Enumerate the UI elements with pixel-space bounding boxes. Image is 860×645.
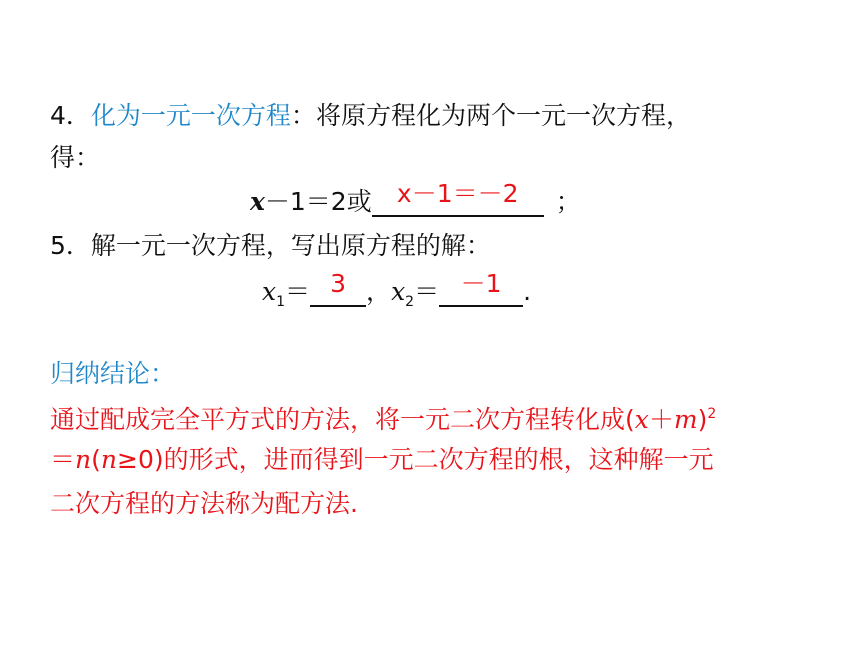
eq1-answer: x－1＝－2 — [396, 179, 519, 208]
line2-n2: n — [100, 445, 117, 474]
equation-2 — [262, 269, 532, 318]
x1-eq: ＝ — [285, 277, 311, 306]
line2-n: n — [75, 445, 92, 474]
step5-line — [50, 230, 491, 262]
conclusion-text-1: 通过配成完全平方式的方法，将一元二次方程转化成 — [50, 405, 626, 434]
math-close: ) — [697, 405, 708, 434]
conclusion-line-2 — [50, 444, 714, 476]
line2-geq: ≥0 — [117, 445, 154, 474]
math-plus: ＋ — [648, 405, 674, 434]
step5-text: 解一元一次方程，写出原方程的解： — [90, 231, 491, 260]
x2-eq: ＝ — [414, 277, 440, 306]
step4-colon: ： — [290, 101, 316, 130]
math-m: m — [673, 405, 698, 434]
x1-var: x — [262, 277, 277, 306]
eq1-end: ； — [555, 187, 581, 216]
conclusion-line-1 — [50, 398, 716, 436]
x2-answer-blank — [439, 269, 523, 307]
conclusion-heading: 归纳结论： — [50, 359, 176, 388]
eq1-left: －1＝2或 — [264, 187, 372, 216]
x2-var: x — [391, 277, 406, 306]
math-sup: 2 — [707, 406, 717, 422]
step4-title: 化为一元一次方程 — [90, 101, 291, 130]
step4-text2: 得： — [50, 143, 101, 172]
step4-line — [50, 100, 691, 132]
step4-text: 将原方程化为两个一元一次方程， — [315, 101, 691, 130]
x1-sub: 1 — [276, 294, 286, 310]
eq1-var: x — [250, 187, 265, 216]
line2-open: ( — [91, 445, 101, 474]
math-x: x — [634, 405, 649, 434]
eq2-sep: ， — [366, 277, 392, 306]
equation-1 — [250, 179, 581, 218]
step4-number: 4． — [50, 101, 91, 130]
eq1-answer-blank — [372, 179, 544, 217]
step5-number: 5． — [50, 231, 91, 260]
math-open: ( — [625, 405, 635, 434]
line2-eq: ＝ — [50, 445, 76, 474]
line2-close: ) — [153, 445, 164, 474]
line2-text: 的形式，进而得到一元二次方程的根，这种解一元 — [163, 445, 714, 474]
line3-text: 二次方程的方法称为配方法. — [50, 489, 358, 518]
conclusion-line-3 — [50, 488, 358, 520]
x2-sub: 2 — [405, 294, 415, 310]
x2-answer: －1 — [460, 269, 502, 298]
step4-line2 — [50, 142, 100, 174]
x1-answer-blank — [310, 269, 366, 307]
eq2-end: . — [523, 277, 532, 306]
x1-answer: 3 — [330, 269, 346, 298]
